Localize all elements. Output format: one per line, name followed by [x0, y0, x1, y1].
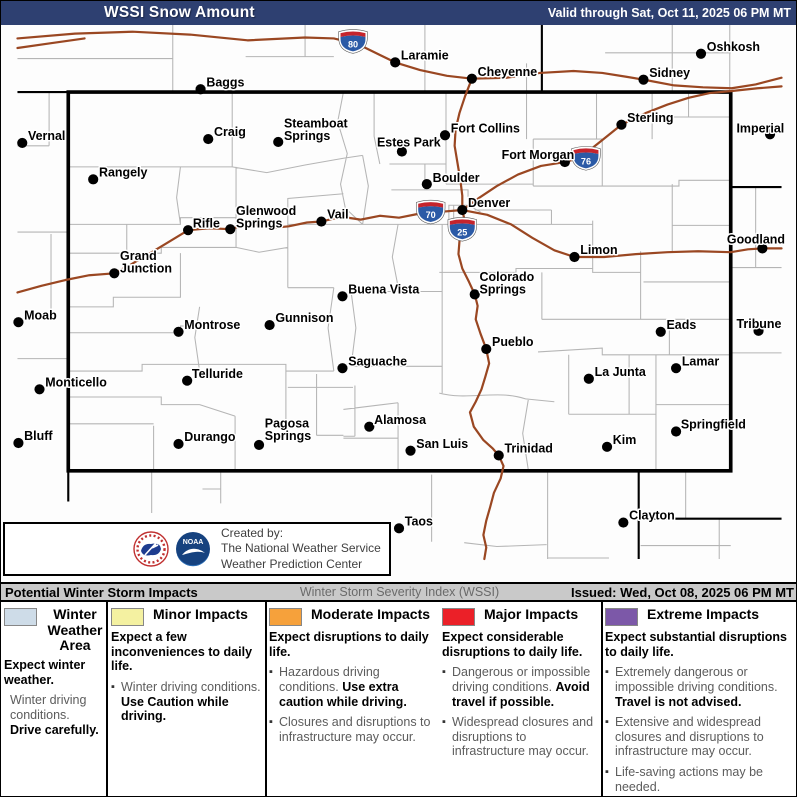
legend-bullet: [605, 715, 795, 759]
legend-body: [4, 658, 104, 737]
city-dot: [569, 252, 579, 262]
city-label: Estes Park: [376, 135, 441, 150]
city-label: Boulder: [432, 171, 480, 186]
city-label: Trinidad: [504, 441, 553, 456]
bullet-text: Extremely dangerous or impossible driving conditions. Travel is not advised.: [615, 665, 778, 709]
city-label: Denver: [468, 196, 511, 211]
bullet-marker: ▪: [605, 766, 609, 778]
credit-box: [3, 522, 391, 576]
city-dot: [337, 291, 347, 301]
legend-col-winter-weather-area: [4, 607, 104, 737]
legend-col-extreme-impacts: [605, 607, 795, 794]
legend-body: [605, 630, 795, 794]
moderate-impacts-swatch: [269, 608, 302, 626]
city-dot: [173, 439, 183, 449]
legend-intro: Expect a few inconveniences to daily life.: [111, 630, 253, 674]
legend-col-moderate-impacts: [269, 607, 436, 744]
city-label: Buena Vista: [348, 282, 420, 297]
agency-logos: [133, 531, 211, 567]
bullet-text: Life-saving actions may be needed.: [615, 765, 763, 794]
legend-body: [269, 630, 436, 744]
city-label: Junction: [120, 261, 172, 276]
city-dot: [273, 137, 283, 147]
legend-bullet: [269, 715, 436, 744]
city-dot: [618, 517, 628, 527]
bullet-marker: ▪: [269, 716, 273, 729]
legend-intro: Expect disruptions to daily life.: [269, 630, 429, 659]
city-label: Saguache: [348, 354, 408, 369]
bullet-text: Winter driving conditions. Use Caution while driving.: [121, 679, 261, 724]
city-label: Laramie: [400, 48, 449, 63]
city-label: Limon: [580, 243, 618, 258]
city-label: Pueblo: [492, 335, 534, 350]
credit-line-3: Weather Prediction Center: [221, 556, 363, 571]
city-dot: [88, 174, 98, 184]
city-label: Alamosa: [374, 412, 427, 427]
city-dot: [254, 440, 264, 450]
city-dot: [481, 344, 491, 354]
city-label: Oshkosh: [706, 39, 761, 54]
city-dot: [182, 376, 192, 386]
city-label: Springs: [479, 282, 526, 297]
city-dot: [405, 446, 415, 456]
major-impacts-swatch: [442, 608, 475, 626]
legend-divider: [601, 602, 603, 797]
city-colorado-springs: [470, 270, 535, 300]
bullet-text: Dangerous or impossible driving conditions. Avoid travel if possible.: [452, 665, 591, 709]
status-bar: [1, 582, 797, 602]
city-dot: [494, 450, 504, 460]
nws-logo-icon: [133, 531, 169, 567]
legend-bullet: [442, 665, 598, 709]
bullet-marker: ▪: [442, 666, 446, 679]
legend-title: Extreme Impacts: [647, 606, 760, 622]
shield-number: 80: [347, 39, 359, 50]
legend-divider: [106, 602, 108, 797]
status-left-label: Potential Winter Storm Impacts: [5, 584, 198, 600]
city-label: Bluff: [24, 429, 53, 444]
city-label: Colorado: [479, 269, 535, 284]
valid-through-text: Valid through Sat, Oct 11, 2025 06 PM MT: [547, 6, 791, 20]
city-dot: [470, 289, 480, 299]
city-label: Springs: [264, 429, 312, 444]
bullet-marker: ▪: [111, 680, 115, 693]
city-label: Rifle: [192, 216, 220, 231]
legend-bullet: [605, 665, 795, 709]
issued-timestamp: Issued: Wed, Oct 08, 2025 06 PM MT: [570, 584, 794, 600]
city-dot: [457, 205, 467, 215]
city-dot: [225, 224, 235, 234]
legend-bullet: [605, 765, 795, 794]
city-dot: [394, 523, 404, 533]
city-label: Springs: [283, 129, 331, 144]
city-dot: [364, 422, 374, 432]
city-label: Sterling: [627, 110, 674, 125]
legend-col-minor-impacts: [111, 607, 263, 724]
title-bar: [1, 1, 797, 25]
city-label: Grand: [120, 248, 157, 263]
city-dot: [337, 363, 347, 373]
shield-number: 70: [425, 210, 436, 221]
city-dot: [390, 57, 400, 67]
legend-body: [111, 630, 263, 724]
city-label: La Junta: [594, 364, 646, 379]
svg-text:NOAA: NOAA: [182, 539, 204, 546]
legend-intro: Expect substantial disruptions to daily life.: [605, 630, 787, 659]
legend-divider: [265, 602, 267, 797]
shield-number: 25: [457, 227, 468, 238]
legend-bullet: [4, 693, 104, 737]
city-label: Kim: [612, 432, 637, 447]
city-label: Springs: [236, 216, 283, 231]
city-label: Craig: [213, 125, 246, 140]
legend-intro: Expect winter weather.: [4, 658, 86, 687]
city-dot: [13, 438, 23, 448]
city-dot: [109, 268, 119, 278]
city-label: Monticello: [45, 375, 107, 390]
shield-number: 76: [580, 156, 592, 167]
extreme-impacts-swatch: [605, 608, 638, 626]
legend-title: Winter Weather Area: [47, 606, 103, 654]
city-dot: [316, 216, 326, 226]
bullet-text: Winter driving conditions. Drive carefully.: [10, 693, 99, 737]
city-label: Vernal: [28, 129, 66, 144]
status-center-label: Winter Storm Severity Index (WSSI): [299, 585, 500, 599]
credit-text: [221, 526, 381, 571]
city-dot: [422, 179, 432, 189]
city-dot: [671, 426, 681, 436]
legend-intro: Expect considerable disruptions to daily life.: [442, 630, 583, 659]
city-label: Taos: [404, 514, 433, 529]
bullet-marker: ▪: [269, 666, 273, 679]
city-label: Imperial: [736, 121, 785, 136]
bullet-text: Extensive and widespread closures and disruptions to infrastructure may occur.: [615, 715, 764, 759]
city-label: Steamboat: [283, 116, 348, 131]
credit-line-2: The National Weather Service: [221, 541, 381, 556]
legend-body: [442, 630, 598, 759]
city-label: Sidney: [649, 65, 691, 80]
city-dot: [602, 442, 612, 452]
city-dot: [467, 74, 477, 84]
page-title: WSSI Snow Amount: [104, 4, 255, 21]
city-label: Telluride: [191, 366, 243, 381]
legend-title: Minor Impacts: [153, 606, 248, 622]
city-dot: [183, 225, 193, 235]
city-dot: [13, 317, 23, 327]
city-dot: [656, 327, 666, 337]
city-label: Baggs: [206, 75, 245, 90]
map-svg: [1, 25, 797, 582]
city-label: Rangely: [98, 165, 148, 180]
bullet-text: Closures and disruptions to infrastructure may occur.: [279, 715, 431, 744]
city-dot: [440, 130, 450, 140]
city-dot: [616, 120, 626, 130]
city-dot: [584, 374, 594, 384]
city-label: Eads: [666, 317, 697, 332]
city-label: Lamar: [681, 354, 720, 369]
city-label: Moab: [24, 308, 57, 323]
legend-bullet: [442, 715, 598, 759]
bullet-marker: ▪: [605, 666, 609, 679]
city-dot: [638, 75, 648, 85]
bullet-marker: ▪: [605, 716, 609, 729]
city-label: Vail: [327, 207, 349, 222]
map: [1, 25, 797, 582]
city-label: Fort Collins: [450, 121, 520, 136]
bullet-text: Hazardous driving conditions. Use extra caution while driving.: [279, 665, 407, 709]
city-label: Tribune: [736, 316, 782, 331]
city-dot: [173, 327, 183, 337]
legend-title: Moderate Impacts: [311, 606, 431, 622]
city-label: Durango: [184, 430, 236, 445]
minor-impacts-swatch: [111, 608, 144, 626]
city-dot: [203, 134, 213, 144]
city-label: Springfield: [680, 417, 746, 432]
city-dot: [265, 320, 275, 330]
city-dot: [696, 49, 706, 59]
city-dot: [34, 384, 44, 394]
legend-title: Major Impacts: [484, 606, 579, 622]
city-label: San Luis: [416, 436, 469, 451]
bullet-text: Widespread closures and disruptions to infrastructure may occur.: [452, 715, 594, 759]
city-label: Goodland: [726, 232, 786, 247]
legend-col-major-impacts: [442, 607, 598, 759]
noaa-logo-icon: [175, 531, 211, 567]
legend: [1, 602, 797, 797]
city-label: Glenwood: [236, 203, 297, 218]
city-label: Cheyenne: [477, 64, 538, 79]
city-label: Gunnison: [275, 311, 334, 326]
city-label: Fort Morgan: [501, 148, 575, 163]
city-label: Pagosa: [264, 416, 310, 431]
legend-bullet: [269, 665, 436, 709]
city-dot: [17, 138, 27, 148]
city-label: Clayton: [629, 508, 675, 523]
city-dot: [671, 363, 681, 373]
bullet-marker: ▪: [442, 716, 446, 729]
winter-weather-swatch: [4, 608, 37, 626]
city-label: Montrose: [184, 317, 241, 332]
credit-line-1: Created by:: [221, 526, 284, 541]
legend-bullet: [111, 680, 263, 724]
city-dot: [195, 84, 205, 94]
